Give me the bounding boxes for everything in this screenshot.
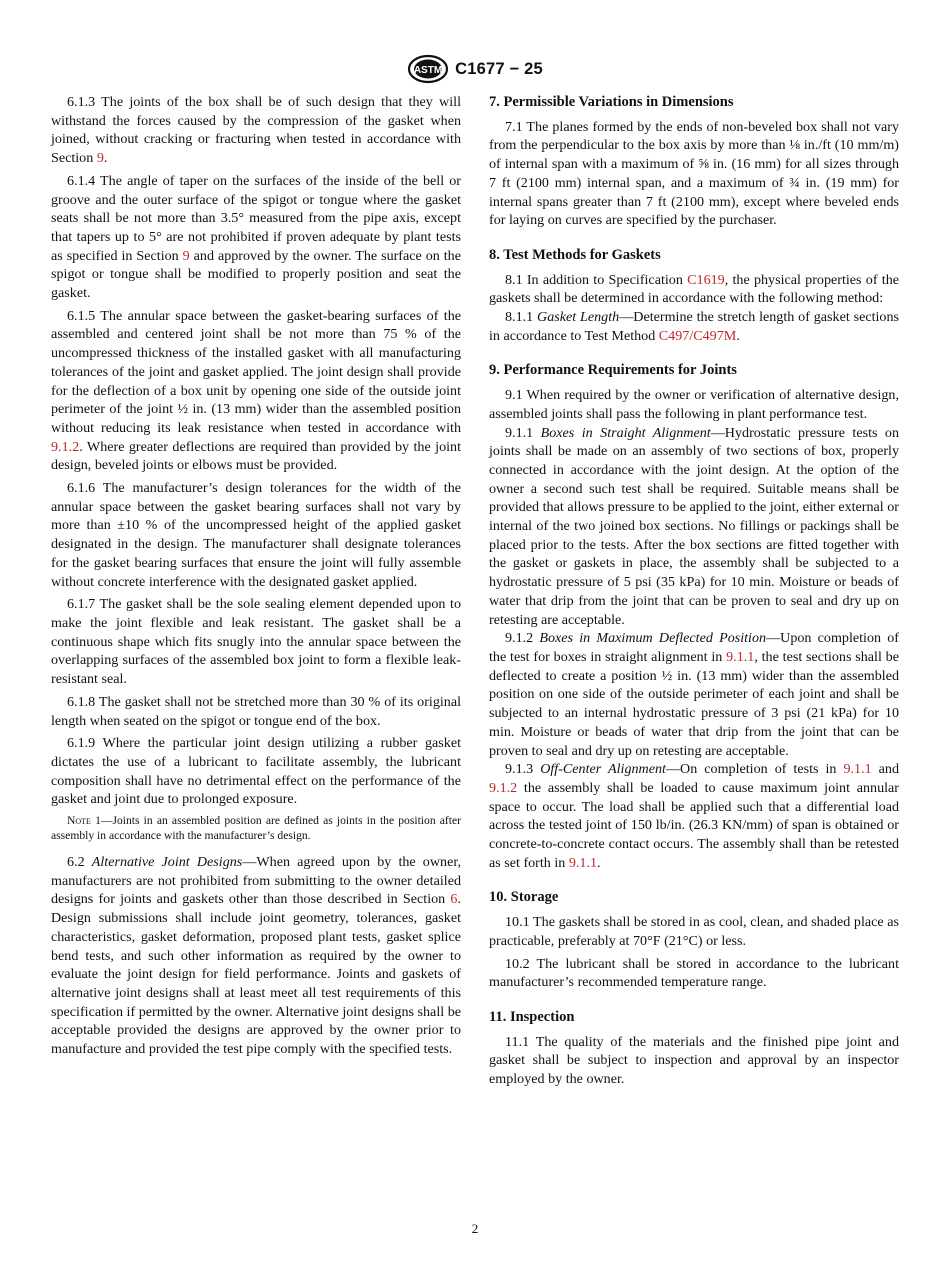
astm-logo-icon (407, 54, 449, 84)
section-link[interactable]: 9 (182, 247, 190, 264)
section-link[interactable]: 6 (450, 891, 458, 908)
paragraph-11-1: 11.1 The quality of the materials and the finished pipe joint and gasket shall be subject to inspection and approval by an inspector employed by the owner. (489, 1033, 899, 1088)
paragraph-8-1: 8.1 In addition to Specification C1619, the physical properties of the gaskets shall be determined in accordance with the following method: (489, 271, 899, 307)
section-link[interactable]: 9.1.2 (51, 438, 80, 455)
section-link[interactable]: 9.1.2 (489, 779, 518, 796)
section-11-heading: 11. Inspection (489, 1008, 575, 1025)
paragraph-8-1-1: 8.1.1 Gasket Length—Determine the stretch length of gasket sections in accordance to Test Method C497/C497M. (489, 309, 899, 344)
paragraph-10-2: 10.2 The lubricant shall be stored in accordance to the lubricant manufacturer’s recommended temperature range. (489, 955, 899, 991)
section-8-heading: 8. Test Methods for Gaskets (489, 246, 661, 263)
paragraph-6-1-6: 6.1.6 The manufacturer’s design tolerances for the width of the annular space between the gasket bearing surfaces shall not vary by more than ±10 % of the uncompressed height of the applied gasket designated in the design. The manufacturer shall designate tolerances for the gasket bearing surfaces that ensure the joint will fully assemble without concrete interference with the designated gasket applied. (51, 480, 461, 590)
paragraph-6-1-9: 6.1.9 Where the particular joint design utilizing a rubber gasket dictates the use of a lubricant to facilitate assembly, the lubricant composition shall have no detrimental effect on the performance of the gasket and joint due to prolonged exposure. (51, 735, 461, 808)
paragraph-6-1-4: 6.1.4 The angle of taper on the surfaces of the inside of the bell or groove and the outer surface of the spigot or tongue where the gasket seats shall be not more than 3.5° measured from the pipe axis, except that tapers up to 5° are not prohibited if proven adequate by plant tests as specified in Section 9 and approved by the owner. The surface on the spigot or tongue shall be modified to properly position and seat the gasket. (51, 172, 461, 302)
paragraph-9-1: 9.1 When required by the owner or verification of alternative design, assembled joints shall pass the following in plant performance test. (489, 387, 899, 422)
paragraph-9-1-3: 9.1.3 Off-Center Alignment—On completion of tests in 9.1.1 and 9.1.2 the assembly shall be loaded to cause maximum joint annular space to occur. The load shall be applied such that a differential load across the tested joint of 150 lb/in. (26.3 KN/mm) of span is obtained or concrete-to-concrete contact occurs. The assembly shall than be retested as set forth in 9.1.1. (489, 761, 900, 871)
paragraph-6-2: 6.2 Alternative Joint Designs—When agreed upon by the owner, manufacturers are not prohibited from submitting to the owner detailed designs for joints and gaskets other than those described in Section 6. Design submissions shall include joint geometry, tolerances, gasket characteristics, gasket deformation, proposed plant tests, gasket splice bend tests, and such other information as required by the owner to evaluate the joint design for field performance. Joints and gaskets of alternative joint designs shall at least meet all test requirements of this specification if permitted by the owner. Alternative joint designs shall be acceptable provided the designs are approved by the owner prior to manufacture and provided the test pipe comply with the specified tests. (51, 854, 461, 1058)
section-7-heading: 7. Permissible Variations in Dimensions (489, 94, 734, 110)
paragraph-7-1: 7.1 The planes formed by the ends of non-beveled box shall not vary from the perpendicular to the box axis by more than ⅛ in./ft (10 mm/m) of internal span with a maximum of ⅝ in. (16 mm) for all sizes through 7 ft (2100 mm) internal span, and a maximum of ¾ in. (19 mm) for internal spans greater than 7 ft (2100 mm), except where beveled ends for laying on curves are specified by the purchaser. (489, 118, 899, 229)
standard-link[interactable]: C1619 (687, 271, 725, 288)
section-link[interactable]: 9 (96, 150, 104, 167)
paragraph-6-1-8: 6.1.8 The gasket shall not be stretched more than 30 % of its original length when seated on the spigot or tongue end of the box. (51, 693, 461, 729)
page-number: 2 (471, 1221, 479, 1236)
paragraph-6-1-5: 6.1.5 The annular space between the gasket-bearing surfaces of the assembled and centered joint shall be not more than 75 % of the uncompressed thickness of the installed gasket with all manufacturing tolerances of the joint and gasket applied. The joint design shall provide for the deflection of a box unit by opening one side of the outside joint perimeter of the joint ½ in. (13 mm) wider than the assembled position without reducing its leak resistance when tested in accordance with 9.1.2. Where greater deflections are required than provided by the joint design, beveled joints or elbows must be provided. (51, 307, 461, 474)
section-link[interactable]: 9.1.1 (843, 761, 872, 778)
svg-text:ASTM: ASTM (413, 65, 443, 76)
left-column (51, 93, 461, 1063)
paragraph-6-1-3: 6.1.3 The joints of the box shall be of such design that they will withstand the forces caused by the compression of the gasket when joined, without cracking or fracturing when tested in accordance with Section 9. (51, 94, 461, 167)
paragraph-9-1-2: 9.1.2 Boxes in Maximum Deflected Position—Upon completion of the test for boxes in straight alignment in 9.1.1, the test sections shall be deflected to create a position ½ in. (13 mm) wider than the assembled position on one side of the outside perimeter of each joint and shall be subjected to an internal hydrostatic pressure of 3 psi (21 kPa) for 10 min. Moisture or beads of water that drip from the joint that can be proven to seal and dry up on retesting are acceptable. (489, 630, 899, 759)
document-id: C1677 − 25 (455, 59, 543, 78)
standard-link[interactable]: C497/C497M (658, 327, 737, 344)
page-header (0, 52, 950, 86)
right-column (489, 93, 899, 1093)
paragraph-10-1: 10.1 The gaskets shall be stored in as cool, clean, and shaded place as practicable, preferably at 70°F (21°C) or less. (489, 914, 899, 949)
paragraph-6-1-7: 6.1.7 The gasket shall be the sole sealing element depended upon to make the joint flexible and leak resistant. The gasket shall be a continuous shape which fits snugly into the annular space between the overlapping surfaces of the assembled box joint to form a flexible leak-resistant seal. (51, 596, 461, 688)
paragraph-9-1-1: 9.1.1 Boxes in Straight Alignment—Hydrostatic pressure tests on joints shall be made on an assembly of two sections of box, properly connected in accordance with the joint design. At the option of the owner a second such test shall be required. Suitable means shall be provided that allows pressure to be applied to the joint, either external or internal of the two joined box sections. No fillings or packings shall be placed prior to the tests. After the box sections are fitted together with the gasket or gaskets in place, the assembly shall be subjected to a hydrostatic pressure of 5 psi (35 kPa) for 10 min. Moisture or beads of water that drip from the joint that can be proven to seal and dry up on retesting are acceptable. (489, 424, 900, 628)
section-link[interactable]: 9.1.1 (726, 648, 755, 665)
section-9-heading: 9. Performance Requirements for Joints (489, 362, 737, 379)
section-link[interactable]: 9.1.1 (568, 854, 598, 871)
section-10-heading: 10. Storage (489, 889, 559, 906)
note-1: Note 1—Joints in an assembled position are defined as joints in the position after assembly in accordance with the manufacturer’s design. (51, 814, 461, 843)
